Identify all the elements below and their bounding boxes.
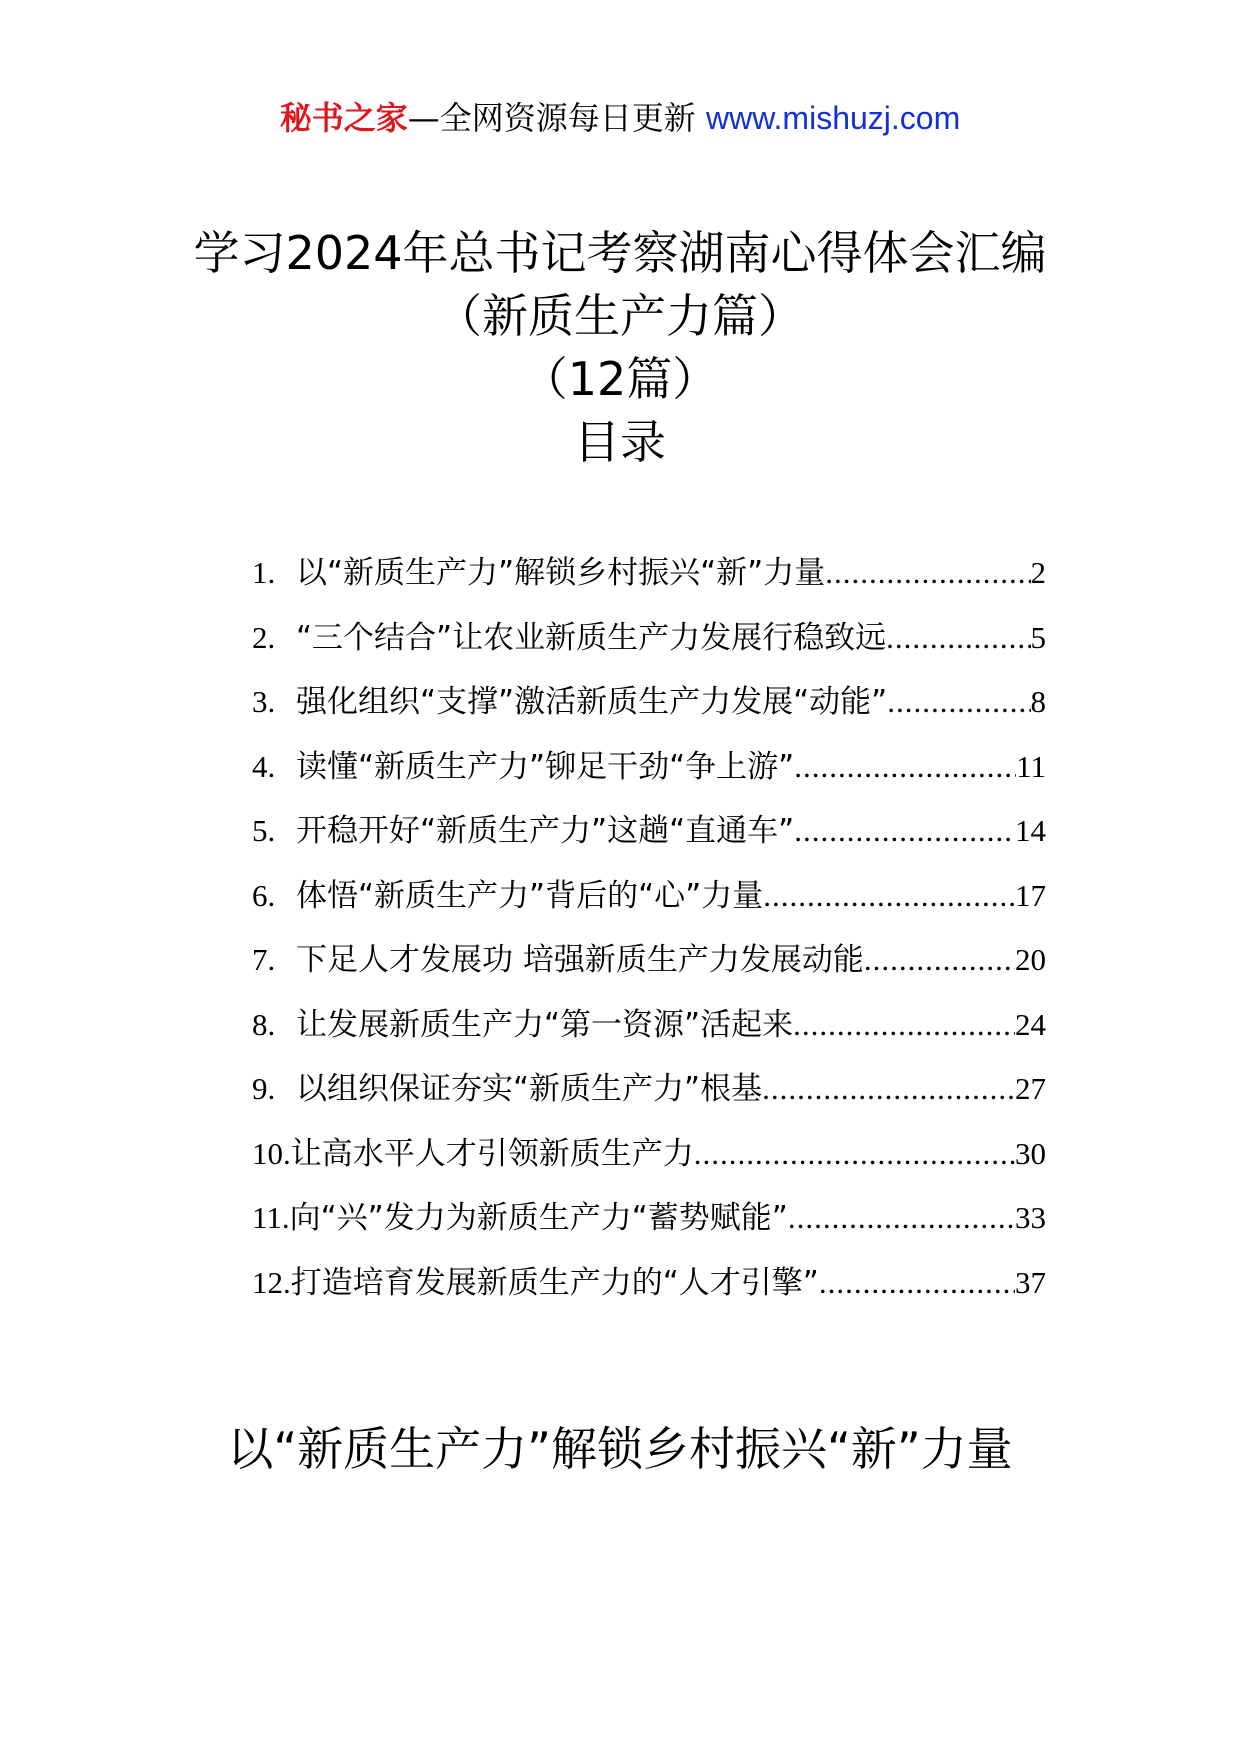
toc-entry-title: 下足人才发展功 培强新质生产力发展动能 [296, 942, 864, 978]
toc-entry-page: 14 [1015, 813, 1046, 848]
brand-name: 秘书之家 [279, 99, 408, 137]
toc-entry-number: 6. [252, 877, 276, 913]
toc-leader-dots [886, 618, 1030, 658]
toc-leader-dots [825, 553, 1030, 593]
toc-entry-number: 12. [252, 1264, 291, 1300]
toc-entry-number: 7. [252, 942, 276, 977]
toc-entry-title: 体悟“新质生产力”背后的“心”力量 [296, 877, 764, 914]
toc-entry-page: 11 [1016, 748, 1046, 784]
document-count: （12篇） [521, 352, 719, 406]
toc-entry[interactable] [252, 682, 1046, 747]
toc-leader-dots [887, 682, 1030, 722]
toc-leader-dots [864, 940, 1015, 980]
toc-entry-page: 33 [1015, 1200, 1046, 1235]
toc-entry-page: 8 [1030, 684, 1046, 719]
toc-entry-title: 以组织保证夯实“新质生产力”根基 [296, 1071, 763, 1107]
toc-entry-number: 11. [252, 1200, 290, 1235]
toc-leader-dots [794, 811, 1015, 851]
toc-entry-page: 5 [1030, 619, 1046, 655]
toc-entry-title: 打造培育发展新质生产力的“人才引擎” [290, 1264, 819, 1301]
toc-entry[interactable] [252, 1005, 1046, 1070]
toc-entry[interactable] [252, 1069, 1046, 1134]
toc-entry-number: 1. [252, 555, 276, 590]
toc-entry-number: 5. [252, 813, 276, 848]
toc-entry-title: 开稳开好“新质生产力”这趟“直通车” [296, 813, 795, 849]
toc-entry-title: 读懂“新质生产力”铆足干劲“争上游” [296, 748, 795, 785]
toc-entry[interactable] [252, 1134, 1046, 1199]
toc-entry-number: 2. [252, 619, 276, 655]
toc-entry[interactable] [252, 618, 1046, 683]
toc-entry[interactable] [252, 876, 1046, 941]
toc-entry-page: 24 [1015, 1006, 1046, 1042]
toc-entry-title: 向“兴”发力为新质生产力“蓄势赋能” [289, 1200, 788, 1236]
toc-entry-title: “三个结合”让农业新质生产力发展行稳致远 [296, 619, 887, 656]
document-subtitle: （新质生产力篇） [436, 289, 804, 343]
toc-entry-number: 8. [252, 1006, 276, 1042]
site-header [0, 98, 1240, 138]
document-title: 学习2024年总书记考察湖南心得体会汇编 [193, 226, 1047, 280]
toc-entry-title: 以“新质生产力”解锁乡村振兴“新”力量 [296, 555, 826, 591]
toc-entry[interactable] [252, 1263, 1046, 1328]
toc-entry-number: 3. [252, 684, 276, 719]
toc-entry-page: 30 [1015, 1135, 1046, 1171]
toc-entry-number: 4. [252, 748, 276, 784]
toc-entry[interactable] [252, 1198, 1046, 1263]
toc-entry[interactable] [252, 811, 1046, 876]
toc-leader-dots [794, 747, 1016, 787]
toc-entry-page: 37 [1015, 1264, 1046, 1300]
toc-leader-dots [763, 876, 1015, 916]
toc-heading: 目录 [574, 415, 666, 469]
toc-leader-dots [793, 1005, 1015, 1045]
toc-entry-title: 让发展新质生产力“第一资源”活起来 [296, 1006, 794, 1043]
article-title: 以“新质生产力”解锁乡村振兴“新”力量 [227, 1422, 1013, 1476]
toc-entry-page: 2 [1030, 555, 1046, 590]
toc-entry-title: 让高水平人才引领新质生产力 [290, 1135, 694, 1172]
toc-leader-dots [762, 1069, 1015, 1109]
site-tagline: —全网资源每日更新 [407, 99, 696, 137]
toc-entry[interactable] [252, 553, 1046, 618]
toc-entry[interactable] [252, 747, 1046, 812]
toc-leader-dots [694, 1134, 1015, 1174]
site-url-link[interactable]: www.mishuzj.com [705, 100, 961, 136]
toc-entry-number: 10. [252, 1135, 291, 1171]
document-title-block [0, 222, 1240, 474]
toc-entry-title: 强化组织“支撑”激活新质生产力发展“动能” [296, 684, 888, 720]
table-of-contents [252, 553, 1046, 1327]
toc-entry-page: 27 [1015, 1071, 1046, 1106]
toc-entry-page: 17 [1015, 877, 1046, 913]
toc-leader-dots [788, 1198, 1015, 1238]
toc-entry-number: 9. [252, 1071, 276, 1106]
toc-entry[interactable] [252, 940, 1046, 1005]
toc-entry-page: 20 [1015, 942, 1046, 977]
toc-leader-dots [819, 1263, 1015, 1303]
